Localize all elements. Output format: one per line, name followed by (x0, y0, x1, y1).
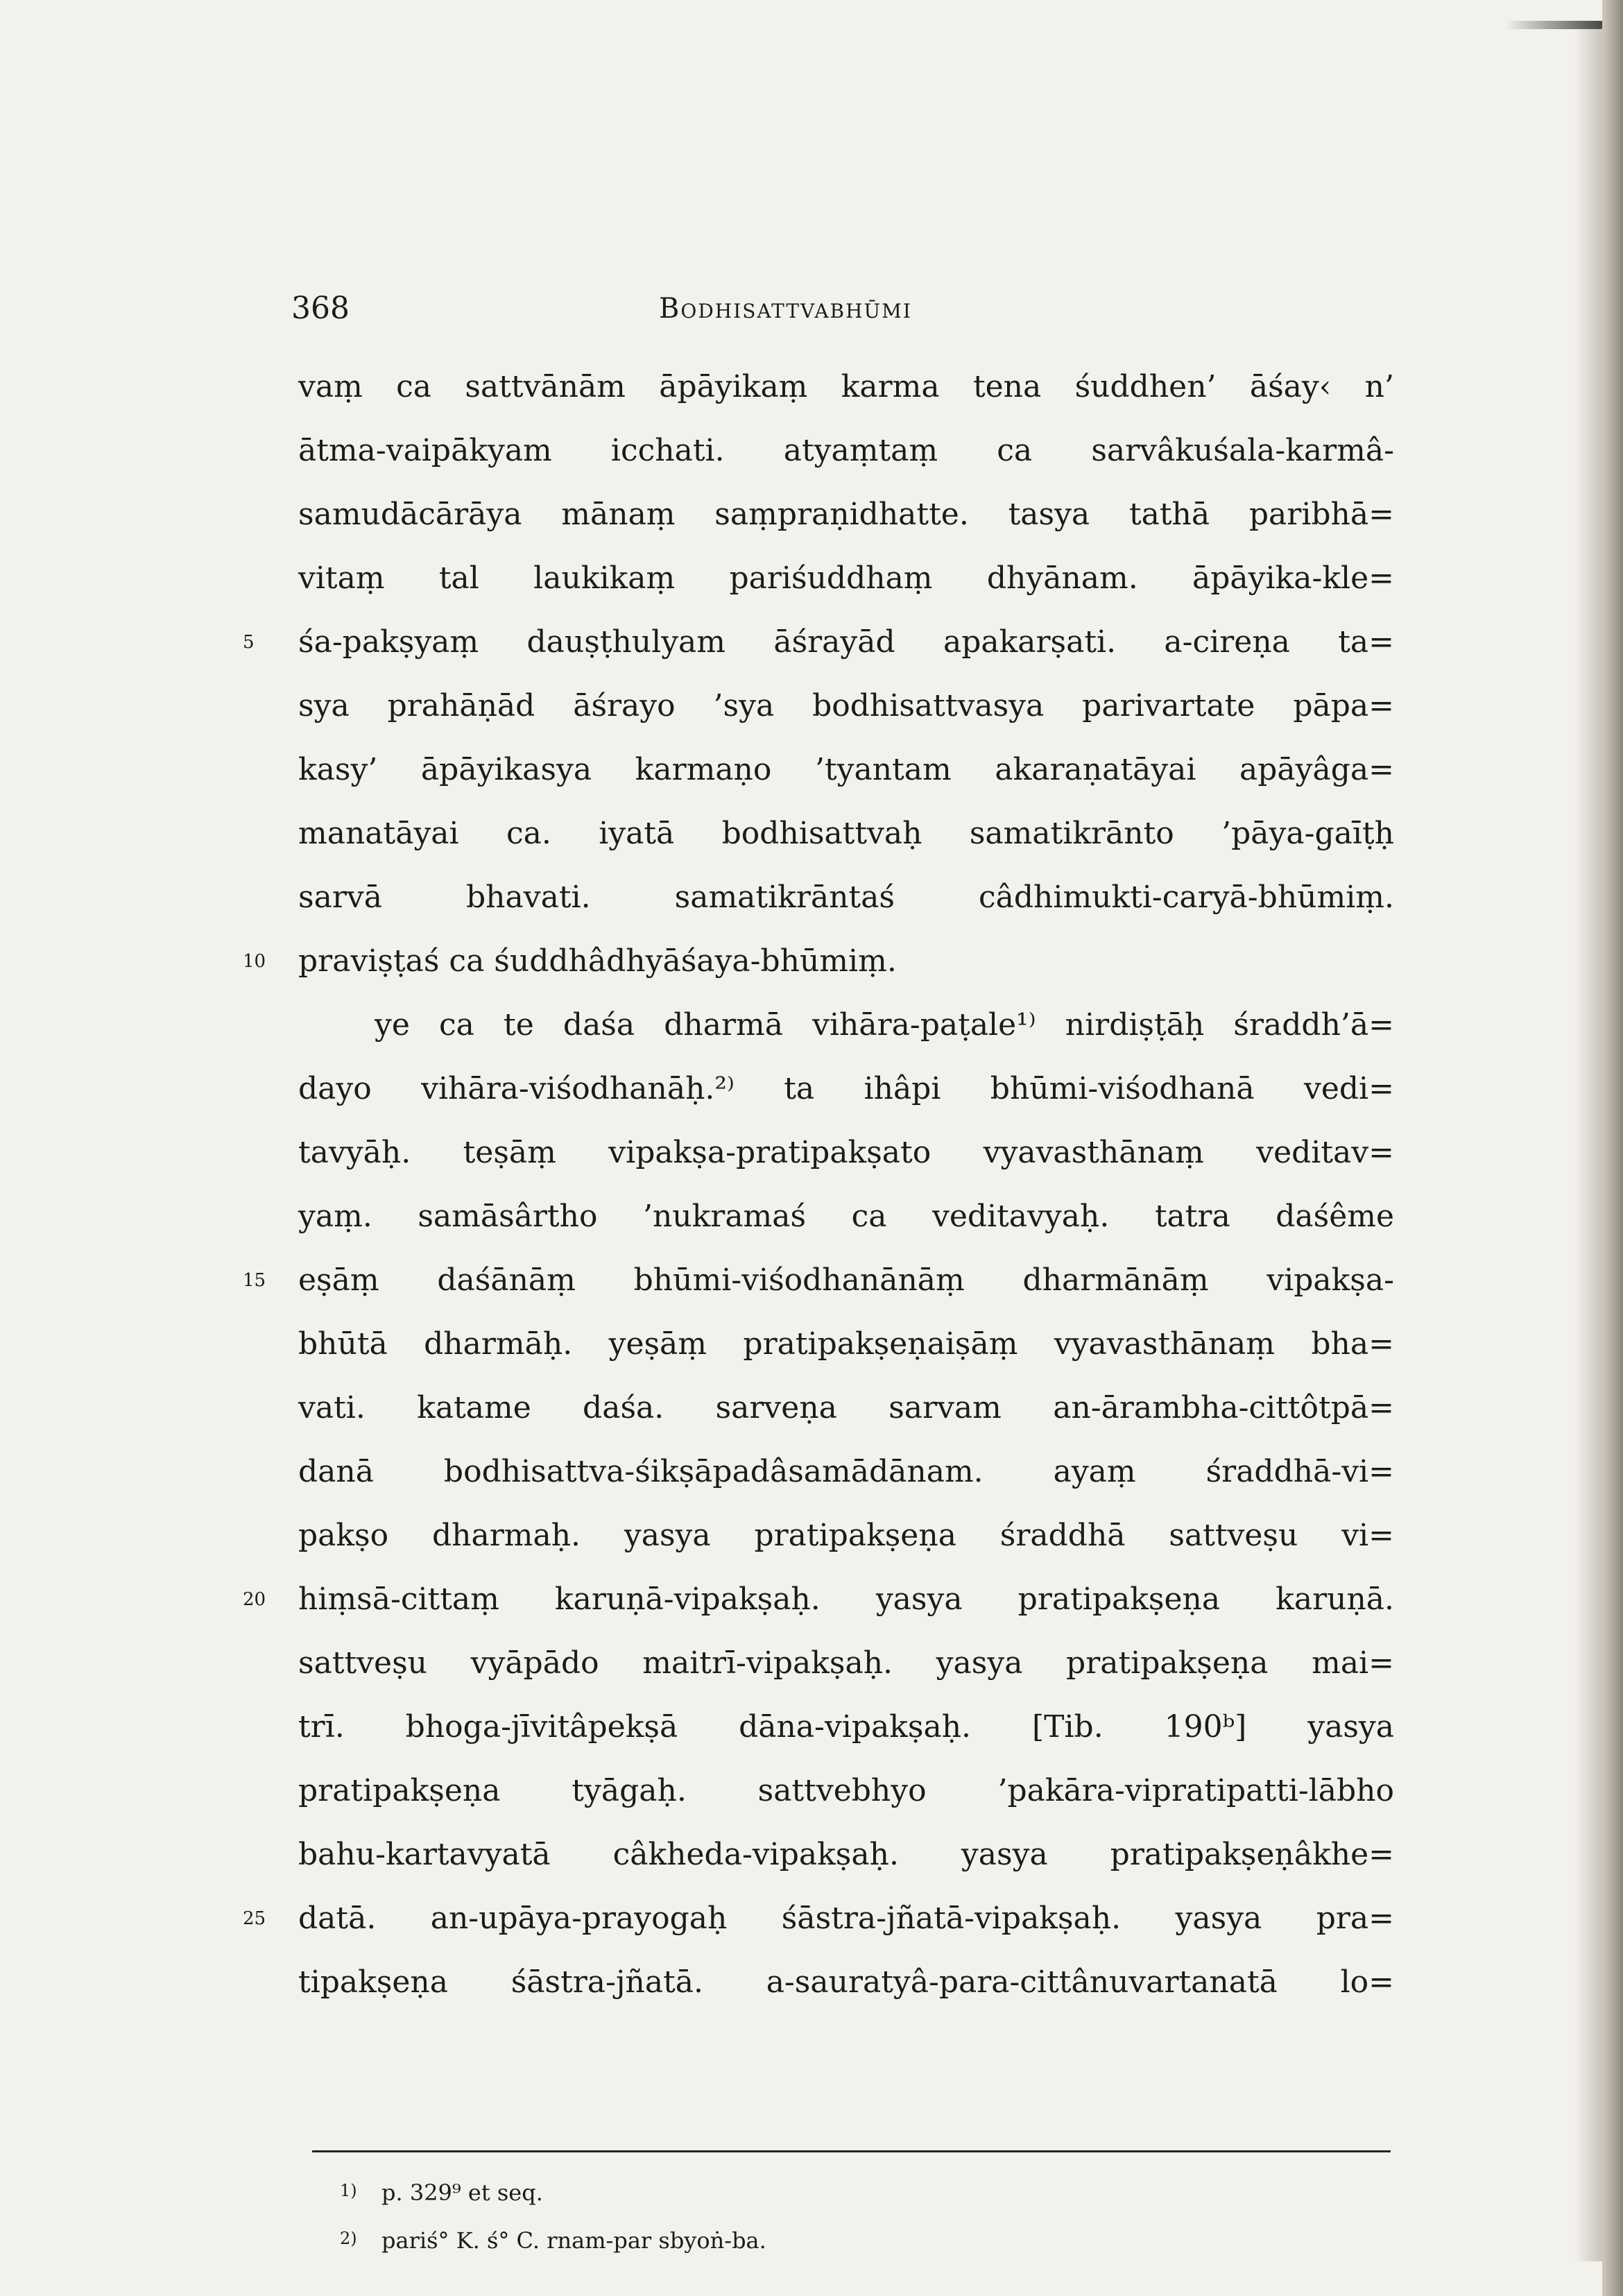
text-line: pratipakṣeṇa tyāgaḥ. sattvebhyo ’pakāra-vipratipatti-lābho (298, 1773, 1394, 1808)
text-line: pakṣo dharmaḥ. yasya pratipakṣeṇa śraddhā sattveṣu vi= (298, 1518, 1394, 1553)
text-line: danā bodhisattva-śikṣāpadâsamādānam. ayaṃ śraddhā-vi= (298, 1454, 1394, 1489)
page-header (291, 284, 1401, 333)
text-line: yaṃ. samāsârtho ’nukramaś ca veditavyaḥ. tatra daśême (298, 1199, 1394, 1234)
text-line: praviṣṭaś ca śuddhâdhyāśaya-bhūmiṃ. (298, 943, 897, 979)
text-line: datā. an-upāya-prayogaḥ śāstra-jñatā-vipakṣaḥ. yasya pra= (298, 1901, 1394, 1936)
footnote-text: pariś° K. ś° C. rnam-par sbyoṅ-ba. (381, 2227, 766, 2254)
footnotes (340, 2168, 1311, 2263)
footnote (340, 2168, 1311, 2216)
text-line: kasy’ āpāyikasya karmaṇo ’tyantam akaraṇatāyai apāyâga= (298, 752, 1394, 787)
line-number: 10 (243, 951, 266, 972)
footnote-text: p. 329⁹ et seq. (381, 2179, 543, 2206)
footnote (340, 2216, 1311, 2263)
text-line: śa-pakṣyaṃ dauṣṭhulyam āśrayād apakarṣati. a-cireṇa ta= (298, 624, 1394, 660)
line-number: 5 (243, 632, 255, 653)
text-line: vaṃ ca sattvānām āpāyikaṃ karma tena śuddhen’ āśay‹ n’ (298, 369, 1394, 404)
text-line: manatāyai ca. iyatā bodhisattvaḥ samatikrānto ’pāya-gaīṭḥ (298, 816, 1394, 851)
text-line: trī. bhoga-jīvitâpekṣā dāna-vipakṣaḥ. [Tib. 190ᵇ] yasya (298, 1709, 1394, 1745)
line-number: 15 (243, 1270, 266, 1291)
text-line: vitaṃ tal laukikaṃ pariśuddhaṃ dhyānam. āpāyika-kle= (298, 560, 1394, 596)
text-line: bahu-kartavyatā câkheda-vipakṣaḥ. yasya pratipakṣeṇâkhe= (298, 1837, 1394, 1872)
text-line: sattveṣu vyāpādo maitrī-vipakṣaḥ. yasya pratipakṣeṇa mai= (298, 1645, 1394, 1681)
text-line: vati. katame daśa. sarveṇa sarvam an-ārambha-cittôtpā= (298, 1390, 1394, 1425)
text-line: sya prahāṇād āśrayo ’sya bodhisattvasya parivartate pāpa= (298, 688, 1394, 723)
page-edge-shadow (1574, 28, 1602, 2261)
text-line: samudācārāya mānaṃ saṃpraṇidhatte. tasya tathā paribhā= (298, 497, 1394, 532)
footnote-marker: 1) (340, 2181, 357, 2200)
footnote-rule (312, 2150, 1391, 2152)
line-number: 25 (243, 1908, 266, 1929)
text-line: bhūtā dharmāḥ. yeṣāṃ pratipakṣeṇaiṣāṃ vyavasthānaṃ bha= (298, 1326, 1394, 1362)
text-line: eṣāṃ daśānāṃ bhūmi-viśodhanānāṃ dharmānāṃ vipakṣa- (298, 1262, 1394, 1298)
text-line: tipakṣeṇa śāstra-jñatā. a-sauratyâ-para-cittânuvartanatā lo= (298, 1964, 1394, 2000)
text-line: tavyāḥ. teṣāṃ vipakṣa-pratipakṣato vyavasthānaṃ veditav= (298, 1135, 1394, 1170)
text-line: dayo vihāra-viśodhanāḥ.²⁾ ta ihâpi bhūmi-viśodhanā vedi= (298, 1071, 1394, 1106)
footnote-marker: 2) (340, 2229, 357, 2248)
page-edge (1602, 0, 1623, 2296)
text-line: hiṃsā-cittaṃ karuṇā-vipakṣaḥ. yasya pratipakṣeṇa karuṇā. (298, 1582, 1394, 1617)
body-text (298, 355, 1394, 2014)
text-line: ātma-vaipākyam icchati. atyaṃtaṃ ca sarvâkuśala-karmâ- (298, 433, 1394, 468)
paragraph-start-line: ye ca te daśa dharmā vihāra-paṭale¹⁾ nirdiṣṭāḥ śraddh’ā= (375, 1007, 1394, 1043)
line-number: 20 (243, 1589, 266, 1610)
running-head: Bodhisattvabhūmi (659, 293, 912, 325)
page-number: 368 (291, 291, 350, 326)
text-line: sarvā bhavati. samatikrāntaś câdhimukti-caryā-bhūmiṃ. (298, 880, 1394, 915)
